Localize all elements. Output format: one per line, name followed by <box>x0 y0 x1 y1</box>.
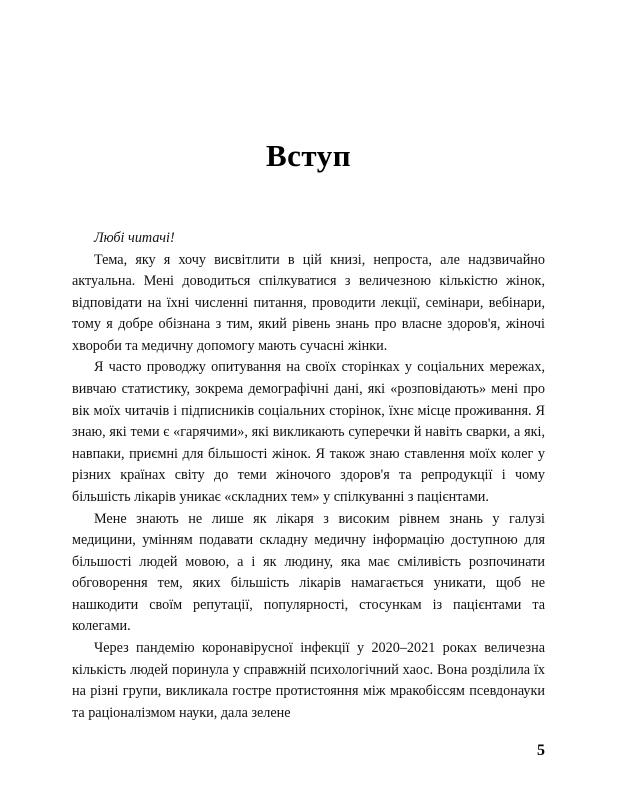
paragraph-3: Мене знають не лише як лікаря з високим рівнем знань у галузі медицини, умінням подавати складну медичну інформацію доступною для більшості людей мовою, а і як людину, яка має сміливість розпочинати обговорення тем, яких більшість лікарів намагається уникати, щоб не нашкодити своїм репутації, популярності, стосункам із пацієнтами та колегами. <box>72 510 545 635</box>
page-number: 5 <box>537 742 545 759</box>
paragraph-2: Я часто проводжу опитування на своїх сторінках у соціальних мережах, вивчаю статистику, зокрема демографічні дані, які «розповідають» мені про вік моїх читачів і підписників соціальних сторінок, їхнє місце проживання. Я знаю, які теми є «гарячими», які викликають суперечки й навіть сварки, а які, навпаки, приємні для більшості жінок. Я також знаю ставлення моїх колег у різних країнах світу до теми жіночого здоров'я та репродукції і чому більшість лікарів уникає «складних тем» у спілкуванні з пацієнтами. <box>72 359 545 505</box>
paragraph-1: Тема, яку я хочу висвітлити в цій книзі, непроста, але надзвичайно актуальна. Мені доводиться спілкуватися з величезною кількістю жінок, відповідати на їхні численні питання, проводити лекції, семінари, вебінари, тому я добре обізнана з тим, який рівень знань про власне здоров'я, жіночі хвороби та медичну допомогу мають сучасні жінки. <box>72 251 545 354</box>
paragraph-4: Через пандемію коронавірусної інфекції у 2020–2021 роках величезна кількість людей поринула у справжній психологічний хаос. Вона розділила їх на різні групи, викликала гостре протистояння між мракобіссям псевдонауки та раціоналізмом науки, дала зелене <box>72 639 545 721</box>
body-text <box>72 228 545 724</box>
salutation: Любі читачі! <box>94 230 175 246</box>
page-title: Вступ <box>265 138 352 173</box>
